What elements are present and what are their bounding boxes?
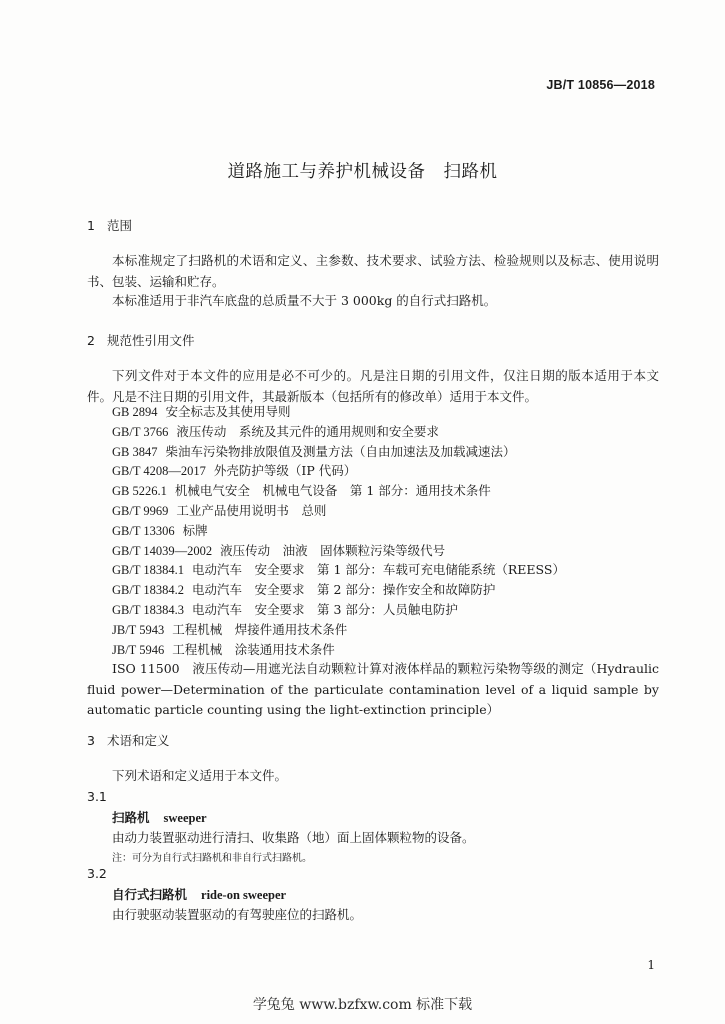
reference-code: JB/T 5946	[112, 642, 165, 657]
term-number: 3.1	[87, 789, 107, 804]
reference-list	[112, 402, 565, 659]
term-note: 注：可分为自行式扫路机和非自行式扫路机。	[112, 853, 312, 864]
reference-title: 电动汽车 安全要求 第 1 部分：车载可充电储能系统（REESS）	[192, 562, 565, 578]
section-title: 范围	[107, 218, 133, 233]
reference-item	[112, 620, 565, 640]
reference-title: 外壳防护等级（IP 代码）	[213, 463, 357, 479]
reference-item	[112, 402, 565, 422]
reference-code: JB/T 5943	[112, 622, 165, 637]
reference-code: GB/T 13306	[112, 523, 175, 538]
reference-item	[112, 521, 565, 541]
reference-item	[112, 442, 565, 462]
section-3-heading	[87, 731, 170, 749]
section-number: 2	[87, 333, 95, 348]
section-title: 规范性引用文件	[107, 333, 195, 348]
reference-title: 工程机械 涂装通用技术条件	[172, 641, 335, 657]
scope-paragraph-2: 本标准适用于非汽车底盘的总质量不大于 3 000kg 的自行式扫路机。	[112, 293, 497, 308]
reference-title: 机械电气安全 机械电气设备 第 1 部分：通用技术条件	[174, 483, 491, 499]
iso-reference: ISO 11500 液压传动—用遮光法自动颗粒计算对液体样品的颗粒污染物等级的测定（Hydraulic fluid power—Determination of the particulate contamination level of a liquid sample by automatic particle counting using the light-extinction principle）	[87, 661, 659, 717]
reference-item	[112, 422, 565, 442]
scope-paragraph-1: 本标准规定了扫路机的术语和定义、主参数、技术要求、试验方法、检验规则以及标志、使用说明书、包装、运输和贮存。	[87, 253, 659, 289]
reference-title: 安全标志及其使用导则	[165, 404, 291, 419]
reference-code: GB/T 18384.2	[112, 583, 184, 598]
term-number: 3.2	[87, 866, 107, 881]
reference-title: 电动汽车 安全要求 第 3 部分：人员触电防护	[192, 601, 458, 617]
section-number: 1	[87, 218, 95, 233]
watermark-footer: 学兔兔 www.bzfxw.com 标准下载	[252, 997, 473, 1013]
reference-code: GB/T 3766	[112, 424, 169, 439]
term-en: ride-on sweeper	[201, 888, 287, 902]
reference-title: 标牌	[182, 522, 208, 538]
term-heading	[112, 885, 286, 903]
reference-item	[112, 600, 565, 620]
terms-intro: 下列术语和定义适用于本文件。	[112, 768, 288, 783]
reference-item	[112, 640, 565, 660]
term-definition: 由行驶驱动装置驱动的有驾驶座位的扫路机。	[112, 907, 363, 922]
term-zh: 自行式扫路机	[112, 887, 188, 902]
reference-item	[112, 580, 565, 600]
reference-code: GB/T 18384.3	[112, 602, 184, 617]
reference-code: GB/T 9969	[112, 503, 169, 518]
term-heading	[112, 808, 207, 826]
reference-title: 液压传动 油液 固体颗粒污染等级代号	[220, 542, 446, 558]
term-zh: 扫路机	[112, 810, 150, 825]
reference-title: 液压传动 系统及其元件的通用规则和安全要求	[176, 423, 439, 439]
section-title: 术语和定义	[107, 733, 170, 748]
reference-item	[112, 560, 565, 580]
references-intro: 下列文件对于本文件的应用是必不可少的。凡是注日期的引用文件，仅注日期的版本适用于本文件。凡是不注日期的引用文件，其最新版本（包括所有的修改单）适用于本文件。	[87, 368, 659, 404]
term-en: sweeper	[163, 811, 207, 825]
reference-code: GB/T 4208—2017	[112, 464, 206, 479]
reference-item	[112, 461, 565, 481]
reference-code: GB 2894	[112, 405, 158, 419]
reference-code: GB 3847	[112, 444, 158, 459]
reference-title: 电动汽车 安全要求 第 2 部分：操作安全和故障防护	[192, 582, 496, 598]
reference-title: 工业产品使用说明书 总则	[176, 502, 327, 518]
term-definition: 由动力装置驱动进行清扫、收集路（地）面上固体颗粒物的设备。	[112, 830, 475, 845]
section-number: 3	[87, 733, 95, 748]
document-title: 道路施工与养护机械设备 扫路机	[227, 162, 498, 182]
reference-item	[112, 541, 565, 561]
reference-code: GB 5226.1	[112, 484, 167, 499]
standard-number: JB/T 10856—2018	[546, 78, 655, 92]
reference-code: GB/T 18384.1	[112, 563, 184, 578]
reference-title: 柴油车污染物排放限值及测量方法（自由加速法及加载减速法）	[165, 443, 516, 459]
reference-code: GB/T 14039—2002	[112, 543, 213, 558]
page-number: 1	[647, 958, 655, 972]
section-1-heading	[87, 216, 132, 234]
section-2-heading	[87, 331, 195, 349]
reference-item	[112, 481, 565, 501]
reference-title: 工程机械 焊接件通用技术条件	[172, 621, 348, 637]
reference-item	[112, 501, 565, 521]
